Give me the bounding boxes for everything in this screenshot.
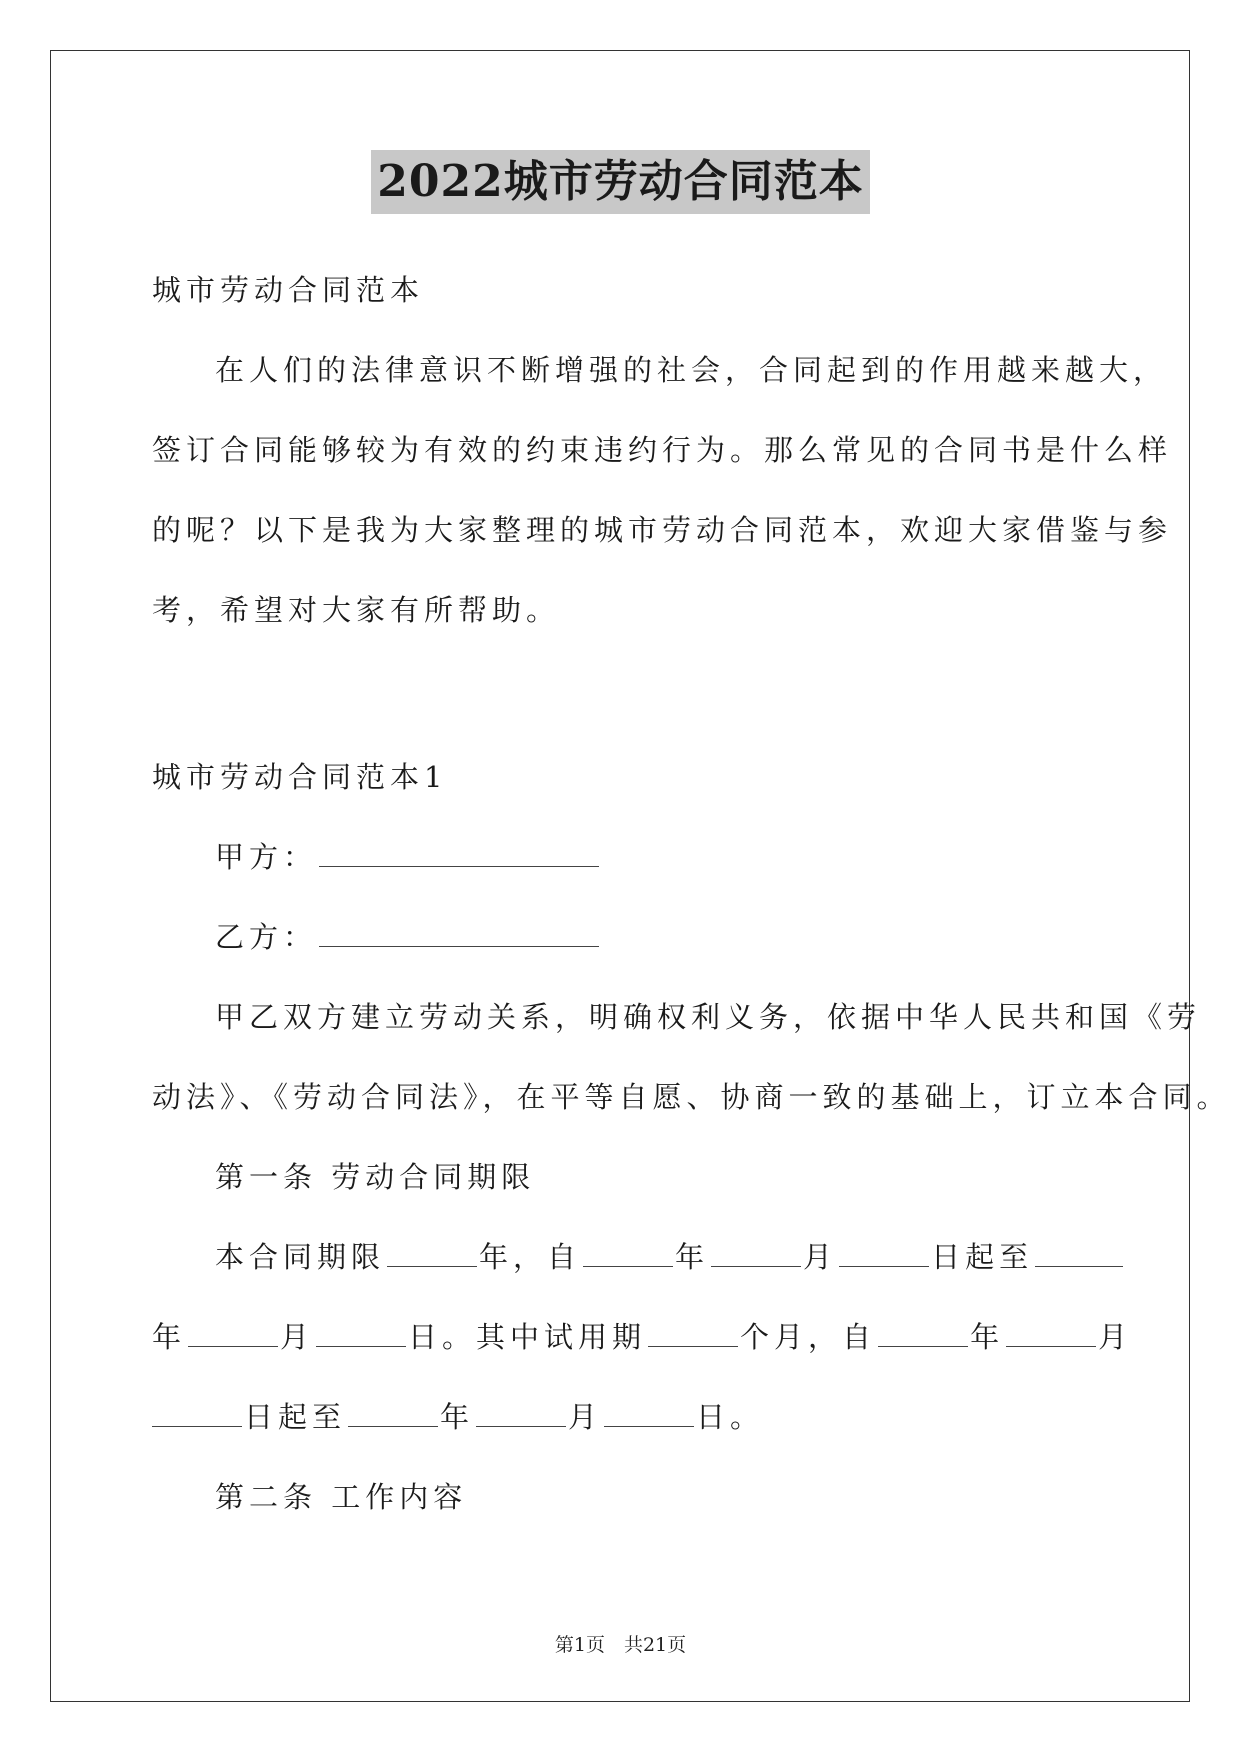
article-2-heading: 第二条 工作内容 [215,1480,468,1514]
term-text: 日。其中试用期 [408,1320,647,1354]
preamble-line: 甲乙双方建立劳动关系，明确权利义务，依据中华人民共和国《劳 [215,1000,1202,1034]
term-text: 年，自 [479,1240,582,1274]
term-text: 日起至 [244,1400,347,1434]
term-text: 月 [1098,1320,1133,1354]
term-line-3 [152,1397,764,1437]
party-a-label: 甲方： [215,840,318,874]
term-blank [387,1240,477,1267]
party-a-blank [319,840,599,867]
term-blank [878,1320,968,1347]
page-number: 第1页 共21页 [554,1634,687,1656]
title-container [0,150,1241,214]
term-blank [1006,1320,1096,1347]
term-blank [476,1400,566,1427]
party-a-row [215,837,601,877]
term-text: 月 [280,1320,315,1354]
term-blank [648,1320,738,1347]
term-blank [604,1400,694,1427]
term-text: 个月，自 [740,1320,877,1354]
term-blank [348,1400,438,1427]
party-b-blank [319,920,599,947]
term-text: 年 [152,1320,187,1354]
term-text: 年 [970,1320,1005,1354]
subtitle: 城市劳动合同范本 [152,273,425,307]
preamble-line: 动法》、《劳动合同法》，在平等自愿、协商一致的基础上，订立本合同。 [152,1080,1231,1114]
term-line-2 [152,1317,1132,1357]
term-text: 年 [675,1240,710,1274]
term-blank [152,1400,242,1427]
party-b-label: 乙方： [215,920,318,954]
intro-line: 的呢？以下是我为大家整理的城市劳动合同范本，欢迎大家借鉴与参 [152,513,1173,547]
term-blank [188,1320,278,1347]
term-blank [583,1240,673,1267]
term-text: 本合同期限 [215,1240,386,1274]
intro-line: 签订合同能够较为有效的约束违约行为。那么常见的合同书是什么样 [152,433,1173,467]
term-text: 日。 [696,1400,765,1434]
term-text: 月 [568,1400,603,1434]
term-line-1 [215,1237,1125,1277]
term-text: 日起至 [931,1240,1034,1274]
term-blank [316,1320,406,1347]
document-title: 2022城市劳动合同范本 [371,150,869,214]
intro-line: 考，希望对大家有所帮助。 [152,593,561,627]
term-blank [711,1240,801,1267]
article-1-heading: 第一条 劳动合同期限 [215,1160,536,1194]
term-text: 年 [440,1400,475,1434]
intro-line: 在人们的法律意识不断增强的社会，合同起到的作用越来越大， [215,353,1168,387]
term-blank [1035,1240,1123,1267]
term-blank [839,1240,929,1267]
section-heading: 城市劳动合同范本1 [152,760,448,794]
term-text: 月 [803,1240,838,1274]
party-b-row [215,917,601,957]
